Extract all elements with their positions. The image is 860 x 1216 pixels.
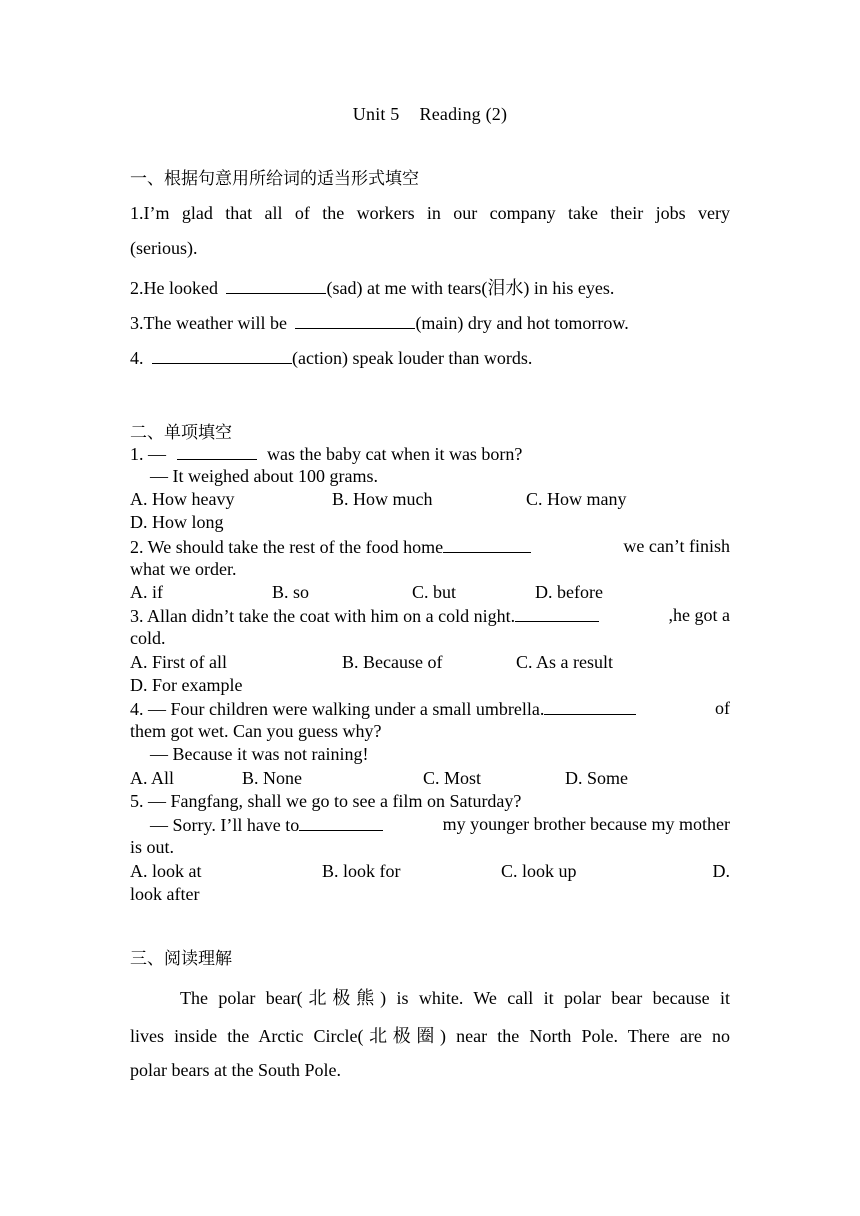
part2-heading: 二、单项填空 xyxy=(130,423,232,443)
p2-q5-option-d-letter[interactable]: D. xyxy=(712,861,730,881)
p1-q3-suffix: (main) dry and hot tomorrow. xyxy=(415,313,629,333)
p1-q4-blank[interactable] xyxy=(152,347,292,364)
p1-q3-prefix: 3.The weather will be xyxy=(130,313,287,333)
p2-q3-blank[interactable] xyxy=(515,605,599,622)
p2-q2-option-a[interactable]: A. if xyxy=(130,582,163,602)
p1-q3-blank[interactable] xyxy=(295,312,415,329)
p1-q2-suffix: (sad) at me with tears(泪水) in his eyes. xyxy=(326,278,615,298)
p1-q4-suffix: (action) speak louder than words. xyxy=(292,348,533,368)
p2-q3-option-c[interactable]: C. As a result xyxy=(516,652,613,672)
p2-q5-option-c[interactable]: C. look up xyxy=(501,861,577,881)
p2-q3-suffix: ,he got a xyxy=(668,605,730,625)
p2-q2-option-b[interactable]: B. so xyxy=(272,582,310,602)
p2-q2-prefix: 2. We should take the rest of the food home xyxy=(130,537,444,557)
p2-q4-line2: them got wet. Can you guess why? xyxy=(130,721,382,741)
p1-q2-blank[interactable] xyxy=(226,277,326,294)
p2-q1-prefix: 1. — xyxy=(130,444,166,464)
p2-q1-blank[interactable] xyxy=(177,443,257,460)
p2-q5-option-a[interactable]: A. look at xyxy=(130,861,202,881)
p1-q4 xyxy=(130,347,730,369)
p2-q1-option-b[interactable]: B. How much xyxy=(332,489,433,509)
p2-q2-option-c[interactable]: C. but xyxy=(412,582,457,602)
p2-q5-prefix: — Sorry. I’ll have to xyxy=(150,815,300,835)
p2-q4-line1 xyxy=(130,698,730,720)
p2-q4-prefix: 4. — Four children were walking under a small umbrella. xyxy=(130,699,545,719)
p2-q4-suffix: of xyxy=(715,698,730,718)
part1-heading: 一、根据句意用所给词的适当形式填空 xyxy=(130,169,419,189)
p2-q1-option-a[interactable]: A. How heavy xyxy=(130,489,235,509)
p2-q1-suffix: was the baby cat when it was born? xyxy=(267,444,523,464)
p2-q5-line2 xyxy=(130,814,730,836)
p2-q5-option-b[interactable]: B. look for xyxy=(322,861,401,881)
p2-q3-option-b[interactable]: B. Because of xyxy=(342,652,443,672)
p2-q3-option-a[interactable]: A. First of all xyxy=(130,652,227,672)
p2-q2-line2: what we order. xyxy=(130,559,237,579)
p1-q1-line2: (serious). xyxy=(130,238,198,258)
p2-q5-blank[interactable] xyxy=(299,814,383,831)
p2-q4-option-a[interactable]: A. All xyxy=(130,768,175,788)
p2-q1-line1 xyxy=(130,443,730,465)
title-unit: Unit 5 xyxy=(352,104,400,124)
p2-q3-prefix: 3. Allan didn’t take the coat with him on a cold night. xyxy=(130,606,516,626)
title-section: Reading (2) xyxy=(419,104,508,124)
p2-q1-option-d[interactable]: D. How long xyxy=(130,512,224,532)
p2-q5-option-d-text[interactable]: look after xyxy=(130,884,200,904)
p2-q4-option-b[interactable]: B. None xyxy=(242,768,302,788)
p3-passage-line3: polar bears at the South Pole. xyxy=(130,1060,341,1080)
p3-passage-line1: The polar bear(北极熊) is white. We call it polar bear because it xyxy=(180,988,730,1008)
page-title xyxy=(130,104,730,125)
p2-q3-line2: cold. xyxy=(130,628,166,648)
part3-heading: 三、阅读理解 xyxy=(130,949,232,969)
p3-passage-line2: lives inside the Arctic Circle(北极圈) near the North Pole. There are no xyxy=(130,1026,730,1046)
p2-q4-blank[interactable] xyxy=(544,698,636,715)
p2-q3-option-d[interactable]: D. For example xyxy=(130,675,243,695)
p1-q2 xyxy=(130,274,730,300)
p2-q1-line2: — It weighed about 100 grams. xyxy=(150,466,378,486)
p2-q2-line1 xyxy=(130,536,730,558)
p2-q5-suffix: my younger brother because my mother xyxy=(442,814,730,834)
p2-q3-line1 xyxy=(130,605,730,627)
p2-q2-suffix: we can’t finish xyxy=(623,536,730,556)
p1-q4-prefix: 4. xyxy=(130,348,144,368)
p2-q5-line3: is out. xyxy=(130,837,175,857)
p1-q1-line1: 1.I’m glad that all of the workers in our company take their jobs very xyxy=(130,203,730,223)
p1-q3 xyxy=(130,312,730,334)
p2-q2-option-d[interactable]: D. before xyxy=(535,582,603,602)
p2-q4-line3: — Because it was not raining! xyxy=(150,744,369,764)
p1-q2-prefix: 2.He looked xyxy=(130,278,218,298)
p2-q4-option-c[interactable]: C. Most xyxy=(423,768,482,788)
p2-q5-line1: 5. — Fangfang, shall we go to see a film on Saturday? xyxy=(130,791,522,811)
p2-q1-option-c[interactable]: C. How many xyxy=(526,489,627,509)
p2-q2-blank[interactable] xyxy=(443,536,531,553)
p2-q4-option-d[interactable]: D. Some xyxy=(565,768,628,788)
